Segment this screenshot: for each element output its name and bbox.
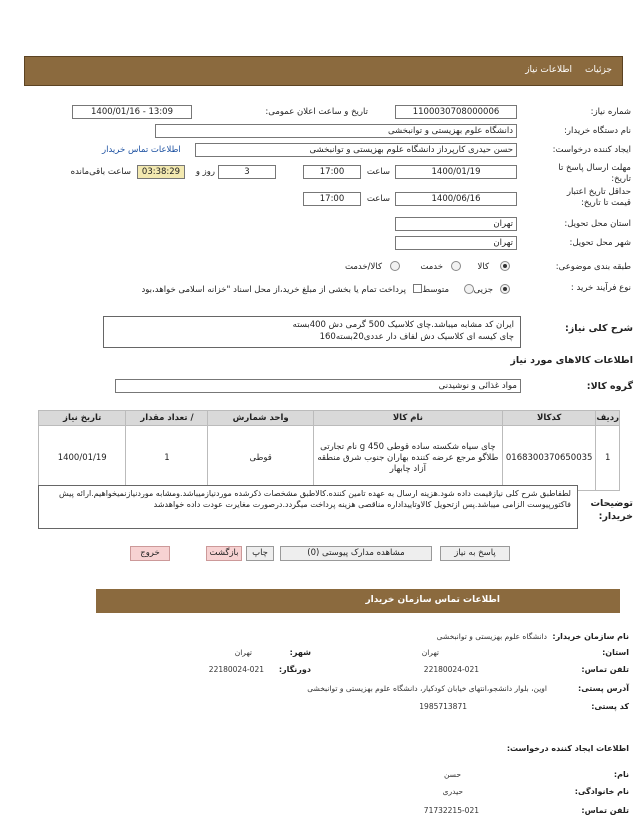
buyer-notes-label: توضیحات خریدار: xyxy=(590,498,633,522)
cell-qty: 1 xyxy=(126,426,208,491)
announce-label: تاریخ و ساعت اعلان عمومی: xyxy=(265,107,368,117)
goods-group-label: گروه کالا: xyxy=(586,381,633,392)
remaining-timer: 03:38:29 xyxy=(137,165,185,179)
contact-city: تهران xyxy=(234,648,252,657)
top-tab-bar xyxy=(24,56,623,86)
process-label: نوع فرآیند خرید : xyxy=(570,283,631,293)
summary-box xyxy=(103,316,521,348)
contact-title: اطلاعات تماس سازمان خریدار xyxy=(365,595,500,605)
col-unit: واحد شمارش xyxy=(208,411,313,426)
cell-unit: قوطی xyxy=(208,426,313,491)
creator-family-label: نام خانوادگی: xyxy=(574,787,629,796)
radio-proc-minor[interactable] xyxy=(500,284,510,294)
radio-cat-goods-service[interactable] xyxy=(390,261,400,271)
need-number-label: شماره نیاز: xyxy=(590,107,631,117)
contact-fax-label: دورنگار: xyxy=(278,665,311,674)
contact-phone: 22180024-021 xyxy=(423,665,479,674)
contact-address: اوین، بلوار دانشجو،انتهای خیابان کودکیار، دانشگاه علوم بهزیستی و توانبخشی xyxy=(307,684,547,693)
col-code: کدکالا xyxy=(502,411,596,426)
back-button[interactable]: بازگشت xyxy=(206,546,242,561)
days-value: 3 xyxy=(218,165,276,179)
attachments-button[interactable]: مشاهده مدارک پیوستی (0) xyxy=(280,546,432,561)
creator-title: اطلاعات ایجاد کننده درخواست: xyxy=(506,744,629,753)
creator-phone-label: تلفن تماس: xyxy=(581,806,629,815)
goods-table-header xyxy=(39,411,620,426)
col-name: نام کالا xyxy=(313,411,502,426)
radio-cat-service[interactable] xyxy=(451,261,461,271)
contact-section-header xyxy=(96,589,620,613)
deadline-date: 1400/01/19 xyxy=(395,165,517,179)
buyer-contact-link[interactable]: اطلاعات تماس خریدار xyxy=(102,145,181,155)
col-qty: / تعداد مقدار xyxy=(126,411,208,426)
radio-proc-medium[interactable] xyxy=(464,284,474,294)
reply-button[interactable]: پاسخ به نیاز xyxy=(440,546,510,561)
payment-note: پرداخت تمام یا بخشی از مبلغ خرید،از محل اسناد "خزانه اسلامی خواهد،بود xyxy=(141,285,406,295)
need-number-value: 1100030708000006 xyxy=(395,105,517,119)
requester-label: ایجاد کننده درخواست: xyxy=(552,145,631,155)
cat-service-label: خدمت xyxy=(420,262,443,272)
deadline-label: مهلت ارسال پاسخ تا تاریخ: xyxy=(558,163,631,184)
contact-province-label: استان: xyxy=(602,648,629,657)
validity-date: 1400/06/16 xyxy=(395,192,517,206)
province-label: استان محل تحویل: xyxy=(564,219,631,229)
deadline-time: 17:00 xyxy=(303,165,361,179)
contact-phone-label: تلفن تماس: xyxy=(581,665,629,674)
creator-name-label: نام: xyxy=(613,770,629,779)
proc-medium-label: متوسط xyxy=(422,285,449,295)
cat-goods-label: کالا xyxy=(477,262,489,272)
contact-org: دانشگاه علوم بهزیستی و توانبخشی xyxy=(436,632,547,641)
category-label: طبقه بندی موضوعی: xyxy=(555,262,631,272)
requester-value: حسن حیدری کارپرداز دانشگاه علوم بهزیستی و توانبخشی xyxy=(195,143,517,157)
radio-cat-goods[interactable] xyxy=(500,261,510,271)
contact-postal-label: کد پستی: xyxy=(591,702,629,711)
summary-label: شرح کلی نیاز: xyxy=(564,323,633,334)
contact-city-label: شهر: xyxy=(289,648,311,657)
cell-date: 1400/01/19 xyxy=(39,426,126,491)
payment-checkbox[interactable] xyxy=(413,284,422,293)
creator-name: حسن xyxy=(443,770,461,779)
city-value: تهران xyxy=(395,236,517,250)
cell-name: چای سیاه شکسته ساده قوطی 450 g نام تجارتی طلاگو مرجع عرضه کننده بهاران جنوب شرق منطقه آزاد چابهار xyxy=(313,426,502,491)
goods-group-value: مواد غذائی و نوشیدنی xyxy=(115,379,521,393)
contact-province: تهران xyxy=(421,648,439,657)
validity-label: حداقل تاریخ اعتبار قیمت تا تاریخ: xyxy=(566,187,631,208)
cell-code: 0168300370650035 xyxy=(502,426,596,491)
summary-line-1: ایران کد مشابه میباشد.چای کلاسیک 500 گرمی دش 400بسته xyxy=(292,320,514,330)
validity-time-label: ساعت xyxy=(366,194,390,204)
col-row: ردیف xyxy=(596,411,620,426)
contact-fax: 22180024-021 xyxy=(208,665,264,674)
summary-line-2: چای کیسه ای کلاسیک دش لفاف دار عددی20بسته160 xyxy=(319,332,514,342)
buyer-org-value: دانشگاه علوم بهزیستی و توانبخشی xyxy=(155,124,517,138)
validity-time: 17:00 xyxy=(303,192,361,206)
tab-details[interactable]: جزئیات xyxy=(585,65,612,75)
contact-org-label: نام سازمان خریدار: xyxy=(552,632,629,641)
creator-phone: 71732215-021 xyxy=(423,806,479,815)
remaining-label: ساعت باقی‌مانده xyxy=(70,167,131,177)
exit-button[interactable]: خروج xyxy=(130,546,170,561)
creator-family: حیدری xyxy=(442,787,463,796)
province-value: تهران xyxy=(395,217,517,231)
tab-need-info[interactable]: اطلاعات نیاز xyxy=(525,65,572,75)
buyer-org-label: نام دستگاه خریدار: xyxy=(564,126,631,136)
contact-postal: 1985713871 xyxy=(419,702,467,711)
city-label: شهر محل تحویل: xyxy=(569,238,631,248)
goods-table xyxy=(38,410,620,491)
goods-title: اطلاعات کالاهای مورد نیاز xyxy=(510,355,633,366)
print-button[interactable]: چاپ xyxy=(246,546,274,561)
buyer-notes-box: لطفاطبق شرح کلی نیازقیمت داده شود.هزینه ارسال به عهده تامین کننده.کالاطبق مشخصات ذکرشده موردنیازمیباشد.ومشابه موردنیازنمیخواهیم.ارائه پیش فاکتورپیوست الزامی میباشد.پس ازتحویل کالاوتاییداداره مناقصی هزینه پرداخت میگردد.درصورت مغایرت عودت داده خواهدشد xyxy=(38,485,578,529)
col-date: تاریخ نیاز xyxy=(39,411,126,426)
table-row xyxy=(39,426,620,491)
deadline-time-label: ساعت xyxy=(366,167,390,177)
announce-value: 1400/01/16 - 13:09 xyxy=(72,105,192,119)
cell-row: 1 xyxy=(596,426,620,491)
days-label: روز و xyxy=(195,167,215,177)
cat-goods-service-label: کالا/خدمت xyxy=(345,262,382,272)
contact-address-label: آدرس پستی: xyxy=(578,684,629,693)
proc-minor-label: جزیی xyxy=(473,285,493,295)
